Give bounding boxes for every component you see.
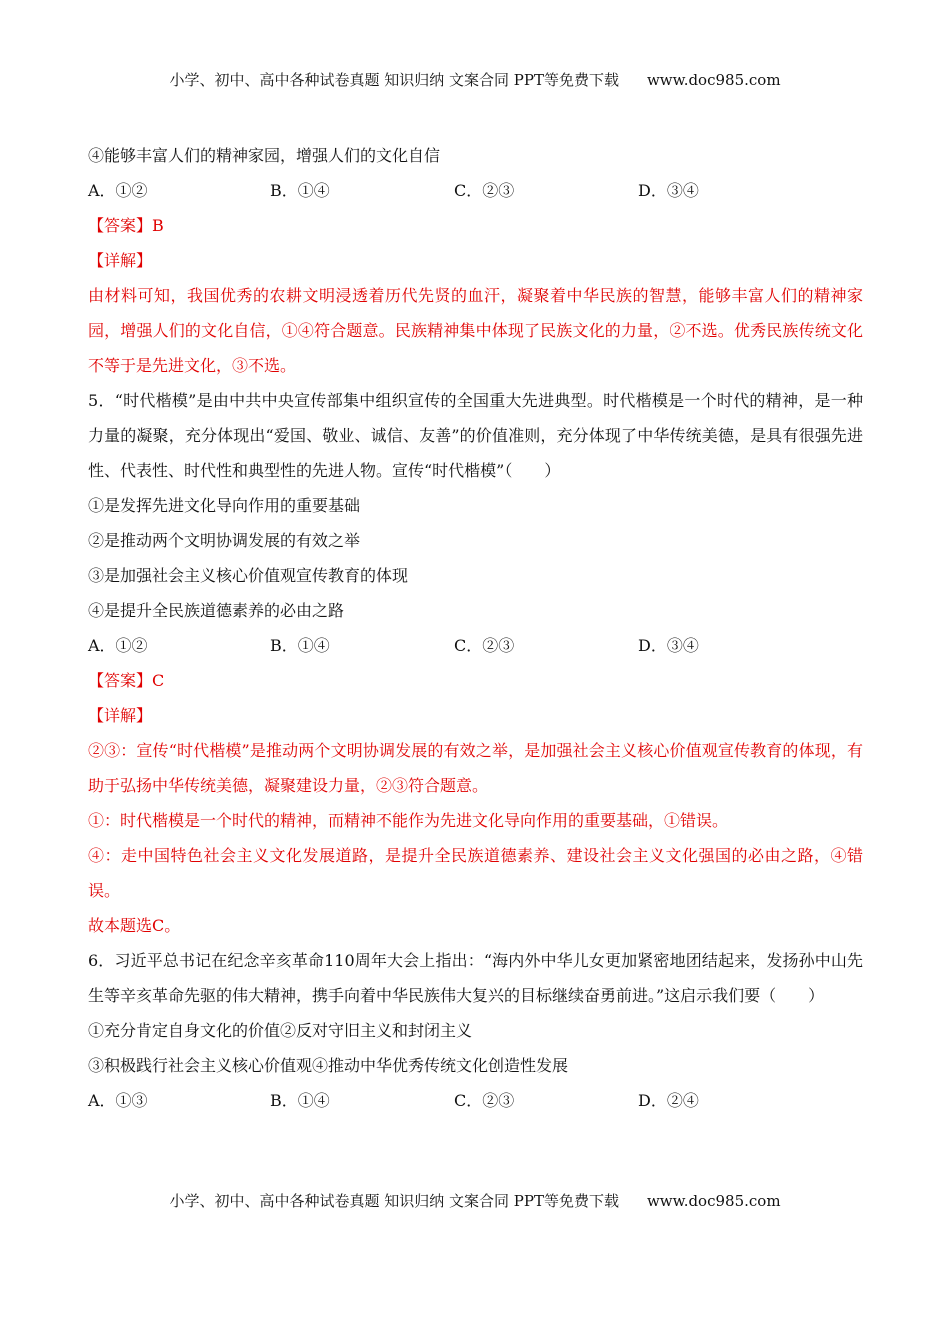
q6-options bbox=[88, 1083, 863, 1118]
q5-statement-2: ②是推动两个文明协调发展的有效之举 bbox=[88, 531, 361, 550]
q6-statements-2: ③积极践行社会主义核心价值观④推动中华优秀传统文化创造性发展 bbox=[88, 1056, 569, 1075]
q6-statements-1: ①充分肯定自身文化的价值②反对守旧主义和封闭主义 bbox=[88, 1021, 473, 1040]
q6-option-a: A．①③ bbox=[88, 1091, 148, 1110]
q5-option-d: D．③④ bbox=[638, 636, 699, 655]
q6-option-d: D．②④ bbox=[638, 1091, 699, 1110]
q4-option-d: D．③④ bbox=[638, 181, 699, 200]
q4-options bbox=[88, 173, 863, 208]
q5-conclusion: 故本题选C。 bbox=[88, 916, 181, 935]
q5-statement-3: ③是加强社会主义核心价值观宣传教育的体现 bbox=[88, 566, 409, 585]
q4-detail-label: 【详解】 bbox=[88, 251, 153, 270]
q4-explanation: 由材料可知，我国优秀的农耕文明浸透着历代先贤的血汗，凝聚着中华民族的智慧，能够丰富人们的精神家园，增强人们的文化自信，①④符合题意。民族精神集中体现了民族文化的力量，②不选。优秀民族传统文化不等于是先进文化，③不选。 bbox=[88, 286, 863, 375]
q5-explanation-1: ②③：宣传“时代楷模”是推动两个文明协调发展的有效之举，是加强社会主义核心价值观宣传教育的体现，有助于弘扬中华传统美德，凝聚建设力量，②③符合题意。 bbox=[88, 741, 863, 795]
q5-option-b: B．①④ bbox=[270, 636, 330, 655]
q5-detail-label: 【详解】 bbox=[88, 706, 153, 725]
q5-answer: 【答案】C bbox=[88, 671, 165, 690]
q6-stem: 6．习近平总书记在纪念辛亥革命110周年大会上指出：“海内外中华儿女更加紧密地团结起来，发扬孙中山先生等辛亥革命先驱的伟大精神，携手向着中华民族伟大复兴的目标继续奋勇前进。”这启示我们要（ ） bbox=[88, 951, 863, 1005]
q4-answer: 【答案】B bbox=[88, 216, 164, 235]
q5-option-a: A．①② bbox=[88, 636, 148, 655]
q4-option-c: C．②③ bbox=[454, 181, 515, 200]
header-text: 小学、初中、高中各种试卷真题 知识归纳 文案合同 PPT等免费下载 bbox=[169, 71, 619, 89]
page-footer bbox=[0, 1190, 950, 1211]
q5-stem: 5．“时代楷模”是由中共中央宣传部集中组织宣传的全国重大先进典型。时代楷模是一个时代的精神，是一种力量的凝聚，充分体现出“爱国、敬业、诚信、友善”的价值准则，充分体现了中华传统美德，是具有很强先进性、代表性、时代性和典型性的先进人物。宣传“时代楷模”（ ） bbox=[88, 391, 863, 480]
q5-explanation-2: ①：时代楷模是一个时代的精神，而精神不能作为先进文化导向作用的重要基础，①错误。 bbox=[88, 811, 729, 830]
document-body bbox=[88, 138, 863, 1118]
q4-statement-4: ④能够丰富人们的精神家园，增强人们的文化自信 bbox=[88, 146, 441, 165]
footer-text: 小学、初中、高中各种试卷真题 知识归纳 文案合同 PPT等免费下载 bbox=[169, 1192, 619, 1210]
q6-option-c: C．②③ bbox=[454, 1091, 515, 1110]
header-url-link[interactable]: www.doc985.com bbox=[646, 71, 781, 89]
q5-explanation-3: ④：走中国特色社会主义文化发展道路，是提升全民族道德素养、建设社会主义文化强国的必由之路，④错误。 bbox=[88, 846, 863, 900]
q5-option-c: C．②③ bbox=[454, 636, 515, 655]
footer-url-link[interactable]: www.doc985.com bbox=[646, 1192, 781, 1210]
q4-option-a: A．①② bbox=[88, 181, 148, 200]
page-header bbox=[0, 69, 950, 90]
q5-statement-1: ①是发挥先进文化导向作用的重要基础 bbox=[88, 496, 361, 515]
q5-statement-4: ④是提升全民族道德素养的必由之路 bbox=[88, 601, 345, 620]
q5-options bbox=[88, 628, 863, 663]
q4-option-b: B．①④ bbox=[270, 181, 330, 200]
q6-option-b: B．①④ bbox=[270, 1091, 330, 1110]
